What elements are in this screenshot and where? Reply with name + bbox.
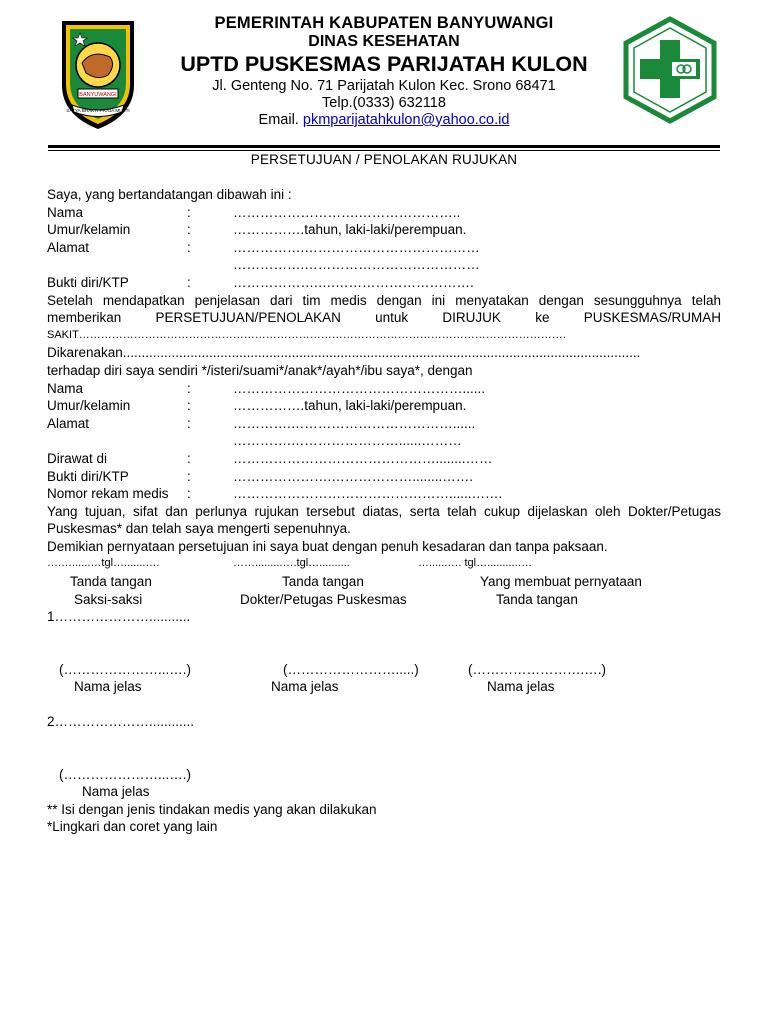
form1-alamat-row-2 bbox=[47, 256, 721, 274]
declarant-label: Yang membuat pernyataan bbox=[480, 574, 642, 590]
crest-motto-text: SATYA BHAKTI PRAJA MUKTI bbox=[66, 108, 130, 113]
form2-ktp-row bbox=[47, 468, 721, 486]
field-colon: : bbox=[187, 450, 191, 466]
puskesmas-logo bbox=[622, 16, 718, 124]
field-blank[interactable]: ………….……………………......……… bbox=[233, 433, 462, 449]
field-blank[interactable]: …………….………………………………… bbox=[233, 257, 480, 273]
closing-line-1: Yang tujuan, sifat dan perlunya rujukan tersebut diatas, serta telah cukup dijelaskan oleh Dokter/Petugas bbox=[47, 503, 721, 519]
field-colon: : bbox=[187, 398, 191, 414]
witness-signature-label: Tanda tangan bbox=[70, 574, 152, 590]
signature-space-2 bbox=[47, 731, 721, 766]
doctor-role-label: Dokter/Petugas Puskesmas bbox=[240, 591, 407, 607]
document-title: PERSETUJUAN / PENOLAKAN RUJUKAN bbox=[250, 152, 518, 167]
doctor-name-blank[interactable]: (…………………….....) bbox=[283, 661, 419, 677]
field-label: Dirawat di bbox=[47, 450, 108, 466]
field-blank[interactable]: …………….………………………………… bbox=[233, 239, 480, 255]
field-blank[interactable]: …………………………………………......……. bbox=[233, 486, 503, 502]
gap bbox=[47, 696, 721, 713]
date-blank-declarant[interactable]: …......…. tgl…..........…. bbox=[418, 557, 532, 570]
declarant-signature-label: Tanda tangan bbox=[496, 591, 578, 607]
witness-1-name-blank[interactable]: (…………………...….) bbox=[59, 661, 191, 677]
field-blank[interactable]: ………….………………………………...... bbox=[233, 415, 476, 431]
witness-2-blank[interactable]: 2…………………............ bbox=[47, 714, 195, 730]
form1-alamat-row bbox=[47, 239, 721, 257]
phone-line: Telp.(0333) 632118 bbox=[322, 94, 446, 111]
field-colon: : bbox=[187, 468, 191, 484]
address-line: Jl. Genteng No. 71 Parijatah Kulon Kec. Srono 68471 bbox=[212, 77, 556, 94]
field-label: Bukti diri/KTP bbox=[47, 468, 129, 484]
field-colon: : bbox=[187, 486, 191, 502]
relation-line: terhadap diri saya sendiri */isteri/suami*/anak*/ayah*/ibu saya*, dengan bbox=[47, 362, 473, 378]
letterhead bbox=[150, 14, 618, 129]
crest-ribbon-text: BANYUWANGI bbox=[79, 92, 117, 98]
department-name: DINAS KESEHATAN bbox=[308, 33, 460, 51]
statement-word: DIRUJUK bbox=[442, 310, 501, 326]
field-label: Nomor rekam medis bbox=[47, 486, 169, 502]
form1-ktp-row bbox=[47, 274, 721, 292]
footnote-2: *Lingkari dan coret yang lain bbox=[47, 819, 218, 835]
form1-umur-row bbox=[47, 221, 721, 239]
email-line bbox=[150, 112, 618, 129]
witness-2-name-blank[interactable]: (…………………...….) bbox=[59, 766, 191, 782]
form2-nama-row bbox=[47, 380, 721, 398]
footnote-1: ** Isi dengan jenis tindakan medis yang akan dilakukan bbox=[47, 801, 377, 817]
statement-line-2 bbox=[47, 309, 721, 327]
field-label: Alamat bbox=[47, 239, 90, 255]
field-blank[interactable]: …………….tahun, laki-laki/perempuan. bbox=[233, 222, 467, 238]
statement-word: untuk bbox=[375, 310, 409, 326]
witnesses-label: Saksi-saksi bbox=[74, 591, 143, 607]
field-colon: : bbox=[187, 274, 191, 290]
field-colon: : bbox=[187, 239, 191, 255]
header-divider-thin bbox=[48, 150, 720, 151]
name-label: Nama jelas bbox=[82, 784, 150, 800]
form2-alamat-row-2 bbox=[47, 432, 721, 450]
date-row bbox=[47, 555, 721, 573]
field-label: Nama bbox=[47, 380, 84, 396]
bracket-row-2 bbox=[47, 766, 721, 784]
field-blank[interactable]: ………………………………………........…… bbox=[233, 450, 493, 466]
signature-sub-row bbox=[47, 591, 721, 609]
bracket-row-1 bbox=[47, 661, 721, 679]
field-blank[interactable]: …………….tahun, laki-laki/perempuan. bbox=[233, 398, 467, 414]
date-blank-witness[interactable]: ….…......…tgl….......…. bbox=[47, 557, 160, 570]
header-divider-thick bbox=[48, 145, 720, 148]
statement-word: memberikan bbox=[47, 310, 122, 326]
doctor-signature-label: Tanda tangan bbox=[282, 574, 364, 590]
name-label-row-1 bbox=[47, 678, 721, 696]
form2-alamat-row bbox=[47, 415, 721, 433]
name-label-row-2 bbox=[47, 783, 721, 801]
field-colon: : bbox=[187, 222, 191, 238]
field-label: Bukti diri/KTP bbox=[47, 274, 129, 290]
closing-line-3: Demikian pernyataan persetujuan ini saya buat dengan penuh kesadaran dan tanpa paksaan. bbox=[47, 538, 608, 554]
reason-line[interactable]: Dikarenakan.......................................................................................................................................... bbox=[47, 345, 641, 361]
statement-word: PERSETUJUAN/PENOLAKAN bbox=[155, 310, 341, 326]
closing-line-2: Puskesmas* dan telah saya mengerti sepenuhnya. bbox=[47, 521, 351, 537]
signature-title-row bbox=[47, 573, 721, 591]
email-label: Email. bbox=[258, 111, 299, 128]
statement-line-1: Setelah mendapatkan penjelasan dari tim medis dengan ini menyatakan dengan sesungguhnya telah bbox=[47, 292, 721, 308]
statement-line-3: SAKIT……………………………………………………………………………………………………………………. bbox=[47, 328, 566, 341]
field-blank[interactable]: ……………….….…………………………. bbox=[233, 274, 474, 290]
banyuwangi-crest-logo bbox=[56, 15, 140, 133]
name-label: Nama jelas bbox=[271, 679, 339, 695]
institution-name: UPTD PUSKESMAS PARIJATAH KULON bbox=[180, 52, 588, 77]
form2-rekam-row bbox=[47, 485, 721, 503]
witness-1-row bbox=[47, 608, 721, 626]
declarant-name-blank[interactable]: (…………………….….) bbox=[468, 661, 606, 677]
field-label: Nama bbox=[47, 204, 84, 220]
signature-space-1 bbox=[47, 626, 721, 661]
intro-text: Saya, yang bertandatangan dibawah ini : bbox=[47, 187, 292, 202]
field-blank[interactable]: ……………………….………………….. bbox=[233, 204, 461, 220]
field-colon: : bbox=[187, 204, 191, 220]
field-label: Umur/kelamin bbox=[47, 222, 131, 238]
field-blank[interactable]: ………………….………………........……. bbox=[233, 468, 474, 484]
form2-umur-row bbox=[47, 397, 721, 415]
statement-word: PUSKESMAS/RUMAH bbox=[583, 310, 721, 326]
field-blank[interactable]: ……………………………………………...... bbox=[233, 380, 486, 396]
field-colon: : bbox=[187, 380, 191, 396]
field-colon: : bbox=[187, 415, 191, 431]
statement-word: ke bbox=[535, 310, 550, 326]
witness-1-blank[interactable]: 1…………………........... bbox=[47, 609, 191, 625]
field-label: Alamat bbox=[47, 415, 90, 431]
date-blank-doctor[interactable]: …….........….tgl….......... bbox=[233, 557, 350, 570]
witness-2-row bbox=[47, 713, 721, 731]
email-link[interactable]: pkmparijatahkulon@yahoo.co.id bbox=[302, 111, 510, 128]
form2-dirawat-row bbox=[47, 450, 721, 468]
government-name: PEMERINTAH KABUPATEN BANYUWANGI bbox=[214, 14, 554, 32]
name-label: Nama jelas bbox=[74, 679, 142, 695]
field-label: Umur/kelamin bbox=[47, 398, 131, 414]
form-body bbox=[47, 186, 721, 836]
form1-nama-row bbox=[47, 204, 721, 222]
name-label: Nama jelas bbox=[487, 679, 555, 695]
